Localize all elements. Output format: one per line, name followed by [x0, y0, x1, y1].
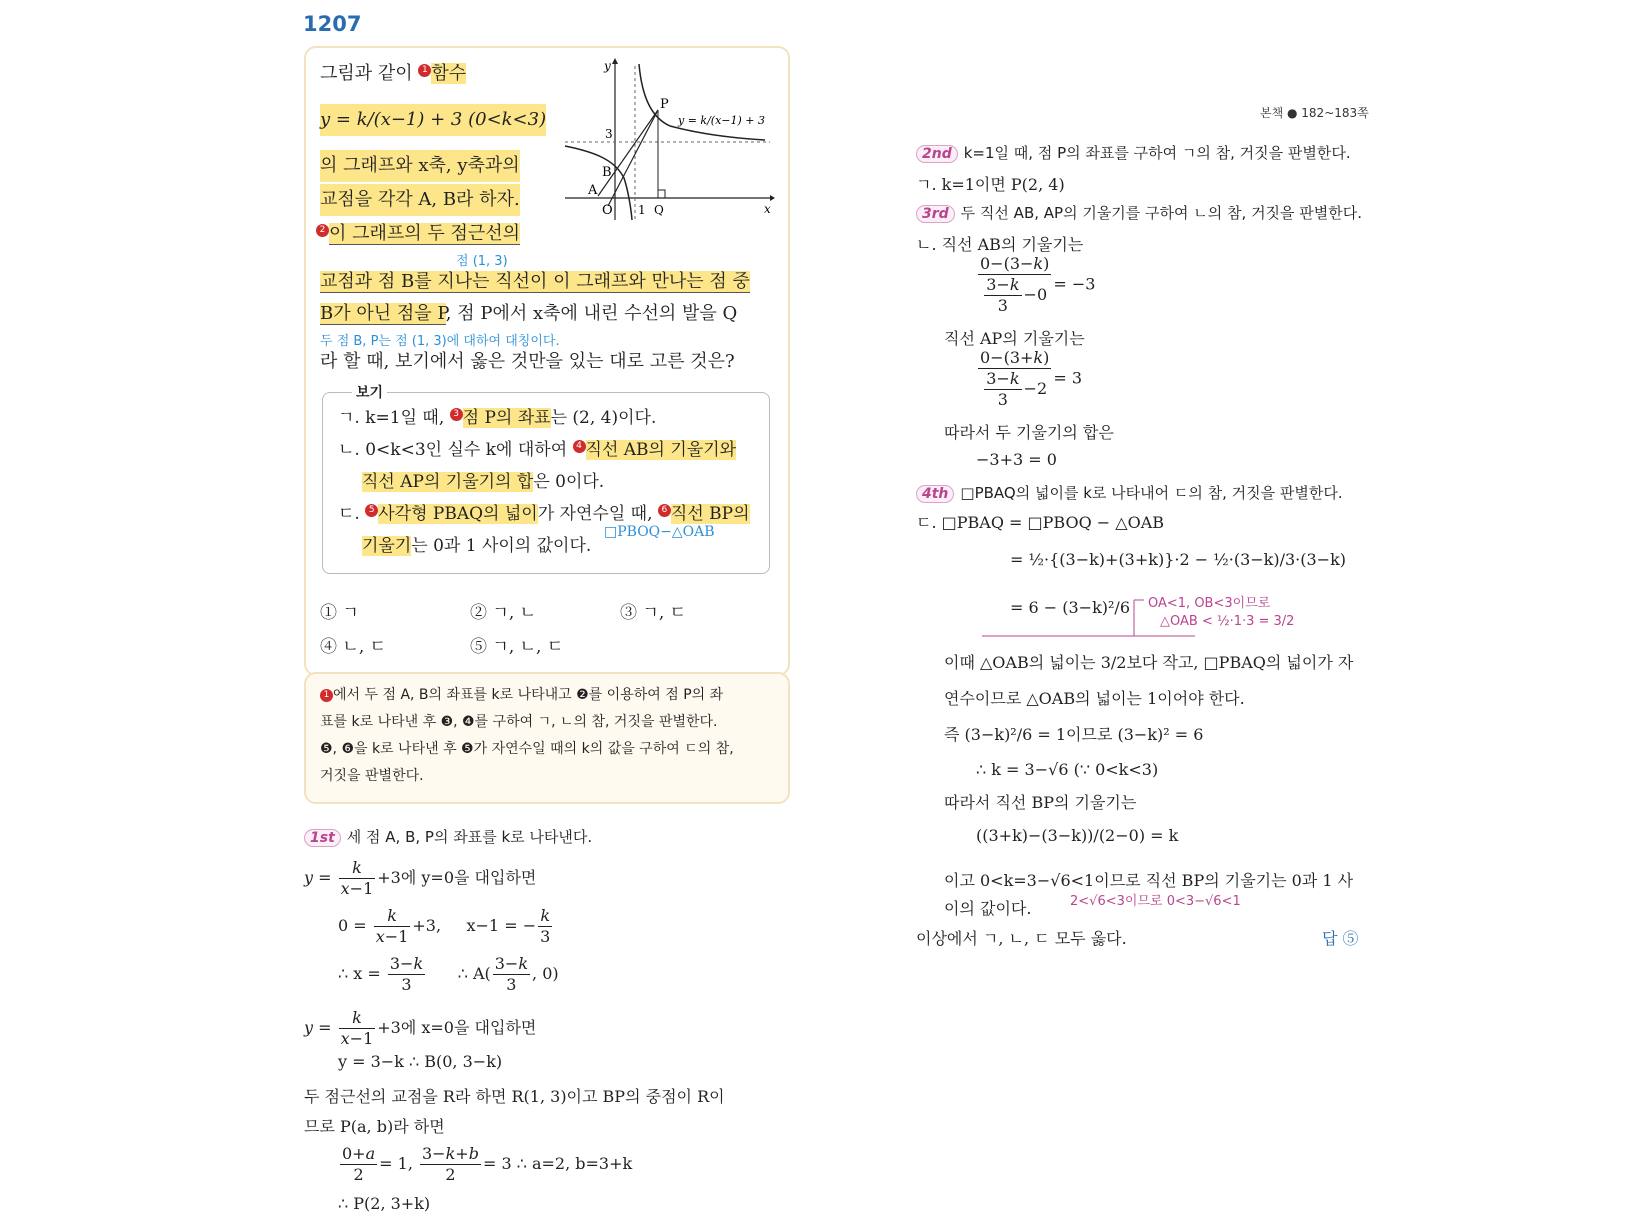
hint-marker-1-icon: 1	[320, 689, 333, 702]
bogi-d-note: □PBOQ−△OAB	[604, 524, 715, 540]
hint-line-1: 1 에서 두 점 A, B의 좌표를 k로 나타내고 ❷를 이용하여 점 P의 좌	[320, 682, 723, 709]
sol-right-d3: = 6 − (3−k)²/6	[1010, 598, 1130, 617]
sol-right-ab-frac: 0−(3−k) $\frac{3-k}{3}$ −0 = −3	[980, 254, 1096, 315]
bogi-item-n: ㄴ. 0<k<3인 실수 k에 대하여 4 직선 AB의 기울기와	[338, 440, 737, 460]
sol-right-d4: 이때 △OAB의 넓이는 3/2보다 작고, □PBAQ의 넓이가 자	[944, 653, 1354, 672]
bogi-item-d: ㄷ. 5 사각형 PBAQ의 넓이가 자연수일 때, 6 직선 BP의	[338, 504, 750, 524]
graph-point-b: B	[602, 165, 612, 180]
sol-right-d8: 따라서 직선 BP의 기울기는	[944, 793, 1137, 812]
sol-right-d11: 이의 값이다.	[944, 899, 1032, 918]
graph-y-label: y	[604, 59, 611, 73]
sol-left-line-9: ∴ P(2, 3+k)	[338, 1194, 431, 1213]
answer-badge: 답 ⑤	[1322, 929, 1359, 948]
sol-right-d5: 연수이므로 △OAB의 넓이는 1이어야 한다.	[944, 689, 1245, 708]
problem-line-4: 교점을 각각 A, B라 하자.	[320, 184, 520, 216]
step-3: 3rd 두 직선 AB, AP의 기울기를 구하여 ㄴ의 참, 거짓을 판별한다.	[916, 202, 1362, 223]
symmetry-note: 두 점 B, P는 점 (1, 3)에 대하여 대칭이다.	[320, 334, 560, 349]
choice-1[interactable]: ① ㄱ	[320, 603, 359, 623]
sol-left-line-2: 0 = $\frac{k}{x-1}$ +3, x−1 = − $\frac{k}{3}$	[338, 906, 551, 946]
d3-note-2: △OAB < ½·1·3 = 3/2	[1160, 614, 1295, 629]
choice-4[interactable]: ④ ㄴ, ㄷ	[320, 637, 387, 657]
marker-5-icon: 5	[365, 504, 378, 517]
sol-left-line-4: y = $\frac{k}{x-1}$ +3에 x=0을 대입하면	[304, 1008, 537, 1048]
problem-line-1: 그림과 같이 1 함수	[320, 63, 467, 84]
step-2: 2nd k=1일 때, 점 P의 좌표를 구하여 ㄱ의 참, 거짓을 판별한다.	[916, 142, 1351, 163]
bogi-item-d-cont: 기울기는 0과 1 사이의 값이다.	[362, 536, 592, 556]
sol-right-d1: ㄷ. □PBAQ = □PBOQ − △OAB	[916, 513, 1165, 532]
sol-left-line-3: ∴ x = $\frac{3-k}{3}$ ∴ A( $\frac{3-k}{3}$ , 0)	[338, 954, 559, 994]
sol-right-d9: ((3+k)−(3−k))/(2−0) = k	[976, 826, 1179, 845]
step-1-tag: 1st	[304, 829, 341, 847]
choice-5[interactable]: ⑤ ㄱ, ㄴ, ㄷ	[470, 637, 564, 657]
sol-right-d6: 즉 (3−k)²/6 = 1이므로 (3−k)² = 6	[944, 725, 1204, 744]
problem-line-7: B가 아닌 점을 P, 점 P에서 x축에 내린 수선의 발을 Q	[320, 303, 738, 324]
hint-line-3: ❺, ❻을 k로 나타낸 후 ❺가 자연수일 때의 k의 값을 구하여 ㄷ의 참,	[320, 741, 734, 757]
problem-line-6: 교점과 점 B를 지나는 직선이 이 그래프와 만나는 점 중	[320, 271, 750, 292]
graph-point-q: Q	[654, 203, 664, 217]
problem-number: 1207	[303, 12, 362, 36]
graph-curve-label: y = k/(x−1) + 3	[678, 114, 766, 127]
marker-4-icon: 4	[573, 440, 586, 453]
sol-left-line-5: y = 3−k ∴ B(0, 3−k)	[338, 1052, 503, 1071]
sol-right-g: ㄱ. k=1이면 P(2, 4)	[916, 175, 1065, 194]
sol-left-line-8: $\frac{0+a}{2}$ = 1, $\frac{3-k+b}{2}$ = 3 ∴ a=2, b=3+k	[342, 1144, 633, 1184]
bogi-item-n-cont: 직선 AP의 기울기의 합은 0이다.	[362, 472, 605, 492]
graph-one: 1	[638, 203, 646, 217]
marker-3-icon: 3	[450, 408, 463, 421]
graph-three: 3	[605, 127, 613, 141]
choice-3[interactable]: ③ ㄱ, ㄷ	[620, 603, 687, 623]
page-reference: 본책 ● 182~183쪽	[1260, 106, 1369, 120]
problem-line-5: 2 이 그래프의 두 점근선의	[316, 218, 520, 250]
sol-right-d7: ∴ k = 3−√6 (∵ 0<k<3)	[976, 760, 1159, 779]
sol-right-n-ab: ㄴ. 직선 AB의 기울기는	[916, 235, 1084, 254]
sol-left-line-1: y = $\frac{k}{x-1}$ +3에 y=0을 대입하면	[304, 858, 537, 898]
sol-right-d10: 이고 0<k=3−√6<1이므로 직선 BP의 기울기는 0과 1 사	[944, 871, 1354, 890]
step-2-tag: 2nd	[916, 145, 958, 163]
sol-right-n-sum: 따라서 두 기울기의 합은	[944, 423, 1114, 442]
sol-right-n-ap: 직선 AP의 기울기는	[944, 329, 1085, 348]
sol-right-n-sum2: −3+3 = 0	[976, 450, 1057, 469]
sol-right-conclusion: 이상에서 ㄱ, ㄴ, ㄷ 모두 옳다.	[916, 929, 1127, 948]
problem-line-3: 의 그래프와 x축, y축과의	[320, 150, 520, 182]
step-3-tag: 3rd	[916, 205, 955, 223]
step-1: 1st 세 점 A, B, P의 좌표를 k로 나타낸다.	[304, 826, 592, 847]
problem-equation: y = k/(x−1) + 3 (0<k<3)	[320, 104, 546, 136]
highlight-function: 함수	[431, 63, 467, 84]
problem-line-8: 라 할 때, 보기에서 옳은 것만을 있는 대로 고른 것은?	[320, 351, 735, 372]
sol-left-line-6: 두 점근선의 교점을 R라 하면 R(1, 3)이고 BP의 중점이 R이	[304, 1087, 725, 1106]
marker-1-icon: 1	[418, 64, 431, 77]
d3-note-1: OA<1, OB<3이므로	[1148, 596, 1271, 611]
graph-origin: O	[602, 203, 613, 218]
marker-2-icon: 2	[316, 224, 329, 237]
choice-2[interactable]: ② ㄱ, ㄴ	[470, 603, 537, 623]
hint-line-2: 표를 k로 나타낸 후 ❸, ❹를 구하여 ㄱ, ㄴ의 참, 거짓을 판별한다.	[320, 714, 718, 730]
bogi-item-g: ㄱ. k=1일 때, 3 점 P의 좌표는 (2, 4)이다.	[338, 408, 657, 428]
bogi-label: 보기	[352, 382, 387, 402]
asymptote-note: 점 (1, 3)	[456, 254, 508, 269]
step-4: 4th □PBAQ의 넓이를 k로 나타내어 ㄷ의 참, 거짓을 판별한다.	[916, 482, 1343, 503]
graph-x-label: x	[764, 202, 771, 216]
d11-note: 2<√6<3이므로 0<3−√6<1	[1070, 894, 1241, 909]
sol-right-d2: = ½·{(3−k)+(3+k)}·2 − ½·(3−k)/3·(3−k)	[1010, 550, 1347, 569]
function-graph	[560, 58, 775, 223]
graph-point-a: A	[588, 183, 598, 198]
hint-line-4: 거짓을 판별한다.	[320, 768, 424, 784]
step-4-tag: 4th	[916, 485, 954, 503]
sol-left-line-7: 므로 P(a, b)라 하면	[304, 1117, 445, 1136]
sol-right-ap-frac: 0−(3+k) $\frac{3-k}{3}$ −2 = 3	[980, 348, 1083, 409]
marker-6-icon: 6	[658, 504, 671, 517]
graph-point-p: P	[660, 97, 669, 112]
